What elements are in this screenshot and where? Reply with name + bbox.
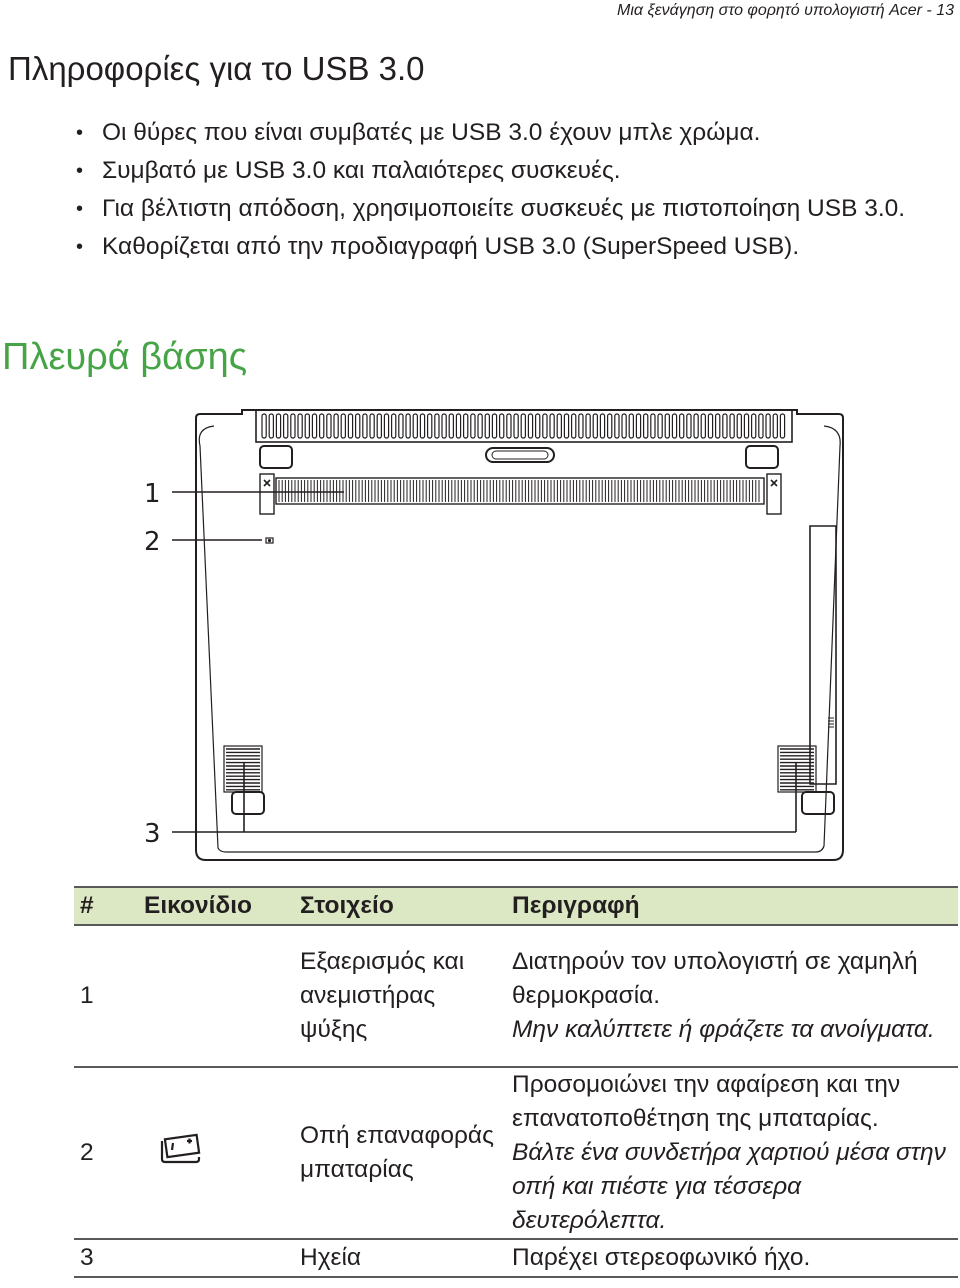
vent-slot xyxy=(737,414,741,438)
vent-slot xyxy=(766,414,770,438)
vent-slot xyxy=(644,414,648,438)
list-item: • Συμβατό με USB 3.0 και παλαιότερες συσκευές. xyxy=(76,152,960,190)
screw-tab xyxy=(767,474,781,514)
vent-slot xyxy=(608,414,612,438)
vent-slot xyxy=(420,414,424,438)
list-item: • Καθορίζεται από την προδιαγραφή USB 3.0 (SuperSpeed USB). xyxy=(76,228,960,266)
row-item: Εξαερισμός και ανεμιστήρας ψύξης xyxy=(294,925,506,1067)
vent-slot xyxy=(327,414,331,438)
vent-slot xyxy=(658,414,662,438)
vent-slot xyxy=(600,414,604,438)
vent-slot xyxy=(312,414,316,438)
row-number: 2 xyxy=(74,1067,138,1239)
description-note: Βάλτε ένα συνδετήρα χαρτιού μέσα στην οπή και πιέστε για τέσσερα δευτερόλεπτα. xyxy=(512,1139,946,1234)
vent-slot xyxy=(586,414,590,438)
vent-slot xyxy=(651,414,655,438)
row-number: 3 xyxy=(74,1239,138,1277)
usb-info-list xyxy=(76,114,960,266)
vent-slot xyxy=(276,414,280,438)
vent-slot xyxy=(406,414,410,438)
vent-slot xyxy=(680,414,684,438)
running-head: Μια ξενάγηση στο φορητό υπολογιστή Acer - 13 xyxy=(617,2,954,19)
vent-slot xyxy=(399,414,403,438)
vent-slot xyxy=(507,414,511,438)
description-text: Προσομοιώνει την αφαίρεση και την επανατοποθέτηση της μπαταρίας. xyxy=(512,1071,901,1132)
vent-slot xyxy=(485,414,489,438)
list-item: • Οι θύρες που είναι συμβατές με USB 3.0 έχουν μπλε χρώμα. xyxy=(76,114,960,152)
vent-slot xyxy=(536,414,540,438)
row-icon xyxy=(138,1067,294,1239)
description-text: Διατηρούν τον υπολογιστή σε χαμηλή θερμοκρασία. xyxy=(512,948,918,1009)
vent-slot xyxy=(471,414,475,438)
vent-slot xyxy=(291,414,295,438)
row-description xyxy=(506,1067,958,1239)
vent-slot xyxy=(500,414,504,438)
vent-slot xyxy=(341,414,345,438)
subsection-title: Πλευρά βάσης xyxy=(2,336,248,378)
vent-slot xyxy=(356,414,360,438)
vent-slot xyxy=(514,414,518,438)
row-description: Παρέχει στερεοφωνικό ήχο. xyxy=(506,1239,958,1277)
vent-slot xyxy=(629,414,633,438)
table-header: Στοιχείο xyxy=(294,887,506,925)
vent-slot xyxy=(773,414,777,438)
table-row xyxy=(74,1239,958,1277)
vent-slot xyxy=(284,414,288,438)
vent-slot xyxy=(550,414,554,438)
row-icon-empty xyxy=(138,925,294,1067)
callout-1: 1 xyxy=(144,479,161,509)
laptop-base-diagram xyxy=(0,400,960,870)
vent-slot xyxy=(622,414,626,438)
speaker-foot xyxy=(232,792,264,814)
vent-slot xyxy=(687,414,691,438)
vent-slot xyxy=(392,414,396,438)
vent-slot xyxy=(320,414,324,438)
vent-slot xyxy=(413,414,417,438)
row-item: Ηχεία xyxy=(294,1239,506,1277)
vent-slot xyxy=(672,414,676,438)
vent-slot xyxy=(478,414,482,438)
vent-slot xyxy=(572,414,576,438)
vent-slot xyxy=(759,414,763,438)
speaker-foot xyxy=(802,792,834,814)
vent-slot xyxy=(615,414,619,438)
vent-slot xyxy=(377,414,381,438)
row-icon-empty xyxy=(138,1239,294,1277)
table-row xyxy=(74,1067,958,1239)
vent-slot xyxy=(730,414,734,438)
vent-slot xyxy=(723,414,727,438)
vent-slot xyxy=(752,414,756,438)
battery-reset-icon xyxy=(158,1131,202,1165)
vent-slot xyxy=(780,414,784,438)
description-note: Μην καλύπτετε ή φράζετε τα ανοίγματα. xyxy=(512,1016,935,1043)
vent-slot xyxy=(348,414,352,438)
section-title: Πληροφορίες για το USB 3.0 xyxy=(8,50,425,87)
vent-slot xyxy=(543,414,547,438)
vent-slot xyxy=(464,414,468,438)
vent-slot xyxy=(708,414,712,438)
vent-slot xyxy=(449,414,453,438)
vent-slot xyxy=(384,414,388,438)
vent-slot xyxy=(269,414,273,438)
table-header: # xyxy=(74,887,138,925)
vent-slot xyxy=(716,414,720,438)
battery-reset-hole-icon xyxy=(266,538,273,543)
rubber-foot-center xyxy=(486,448,554,462)
vent-slot xyxy=(442,414,446,438)
table-header: Εικονίδιο xyxy=(138,887,294,925)
vent-slot xyxy=(456,414,460,438)
vent-slot xyxy=(701,414,705,438)
callout-2: 2 xyxy=(144,527,161,557)
vent-slot xyxy=(363,414,367,438)
callout-3: 3 xyxy=(144,819,161,849)
rubber-foot xyxy=(260,446,292,468)
rubber-foot xyxy=(746,446,778,468)
components-table xyxy=(74,886,958,1278)
screw-tab xyxy=(260,474,274,514)
vent-slot xyxy=(370,414,374,438)
vent-slot xyxy=(593,414,597,438)
row-description xyxy=(506,925,958,1067)
vent-slot xyxy=(528,414,532,438)
vent-slot xyxy=(744,414,748,438)
vent-slot xyxy=(334,414,338,438)
vent-slot xyxy=(557,414,561,438)
vent-slot xyxy=(636,414,640,438)
table-row xyxy=(74,925,958,1067)
row-number: 1 xyxy=(74,925,138,1067)
table-header: Περιγραφή xyxy=(506,887,958,925)
list-item: • Για βέλτιστη απόδοση, χρησιμοποιείτε συσκευές με πιστοποίηση USB 3.0. xyxy=(76,190,960,228)
vent-slot xyxy=(298,414,302,438)
vent-slot xyxy=(492,414,496,438)
vent-slot xyxy=(521,414,525,438)
vent-slot xyxy=(262,414,266,438)
vent-slot xyxy=(694,414,698,438)
vent-slot xyxy=(435,414,439,438)
table-header-row xyxy=(74,887,958,925)
row-item: Οπή επαναφοράς μπαταρίας xyxy=(294,1067,506,1239)
vent-slot xyxy=(665,414,669,438)
vent-slot xyxy=(428,414,432,438)
vent-slot xyxy=(305,414,309,438)
vent-slot xyxy=(564,414,568,438)
vent-slot xyxy=(579,414,583,438)
